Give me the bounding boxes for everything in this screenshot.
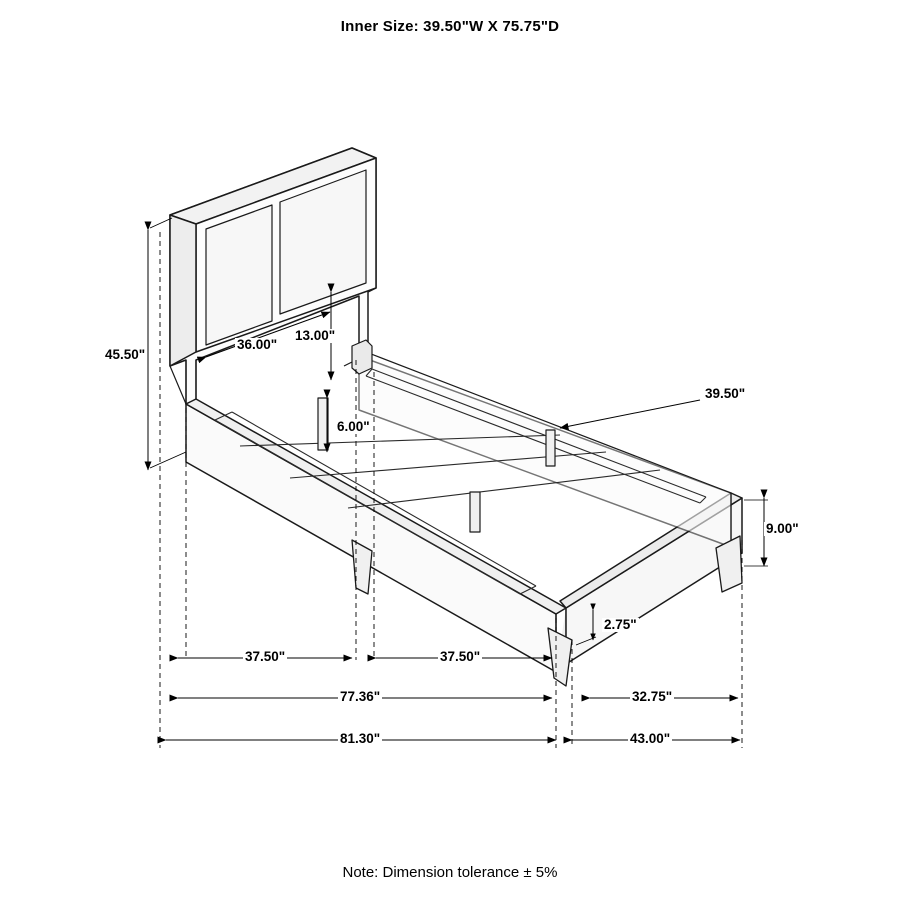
dimension-label-deck-height: 6.00" [337,419,370,434]
dimension-label-leg-height: 2.75" [604,617,637,632]
dimension-label-overall-width: 43.00" [630,731,671,746]
dimension-label-depth-right: 32.75" [632,689,673,704]
dimension-label-rail-segment-right: 37.50" [440,649,481,664]
tolerance-note: Note: Dimension tolerance ± 5% [342,864,558,881]
dimension-label-rail-segment-left: 37.50" [245,649,286,664]
dimension-label-headboard-height: 45.50" [105,347,146,362]
dimension-label-headboard-panel-height: 13.00" [295,328,336,343]
dimension-label-overall-length: 77.36" [340,689,381,704]
dimension-label-headboard-width: 36.00" [237,337,278,352]
dimension-label-overall-diagonal: 81.30" [340,731,381,746]
bed-illustration [170,148,742,686]
dimension-label-side-rail-height: 9.00" [766,521,799,536]
dimension-label-frame-inner-width: 39.50" [705,386,746,401]
page-title: Inner Size: 39.50"W X 75.75"D [340,18,560,35]
